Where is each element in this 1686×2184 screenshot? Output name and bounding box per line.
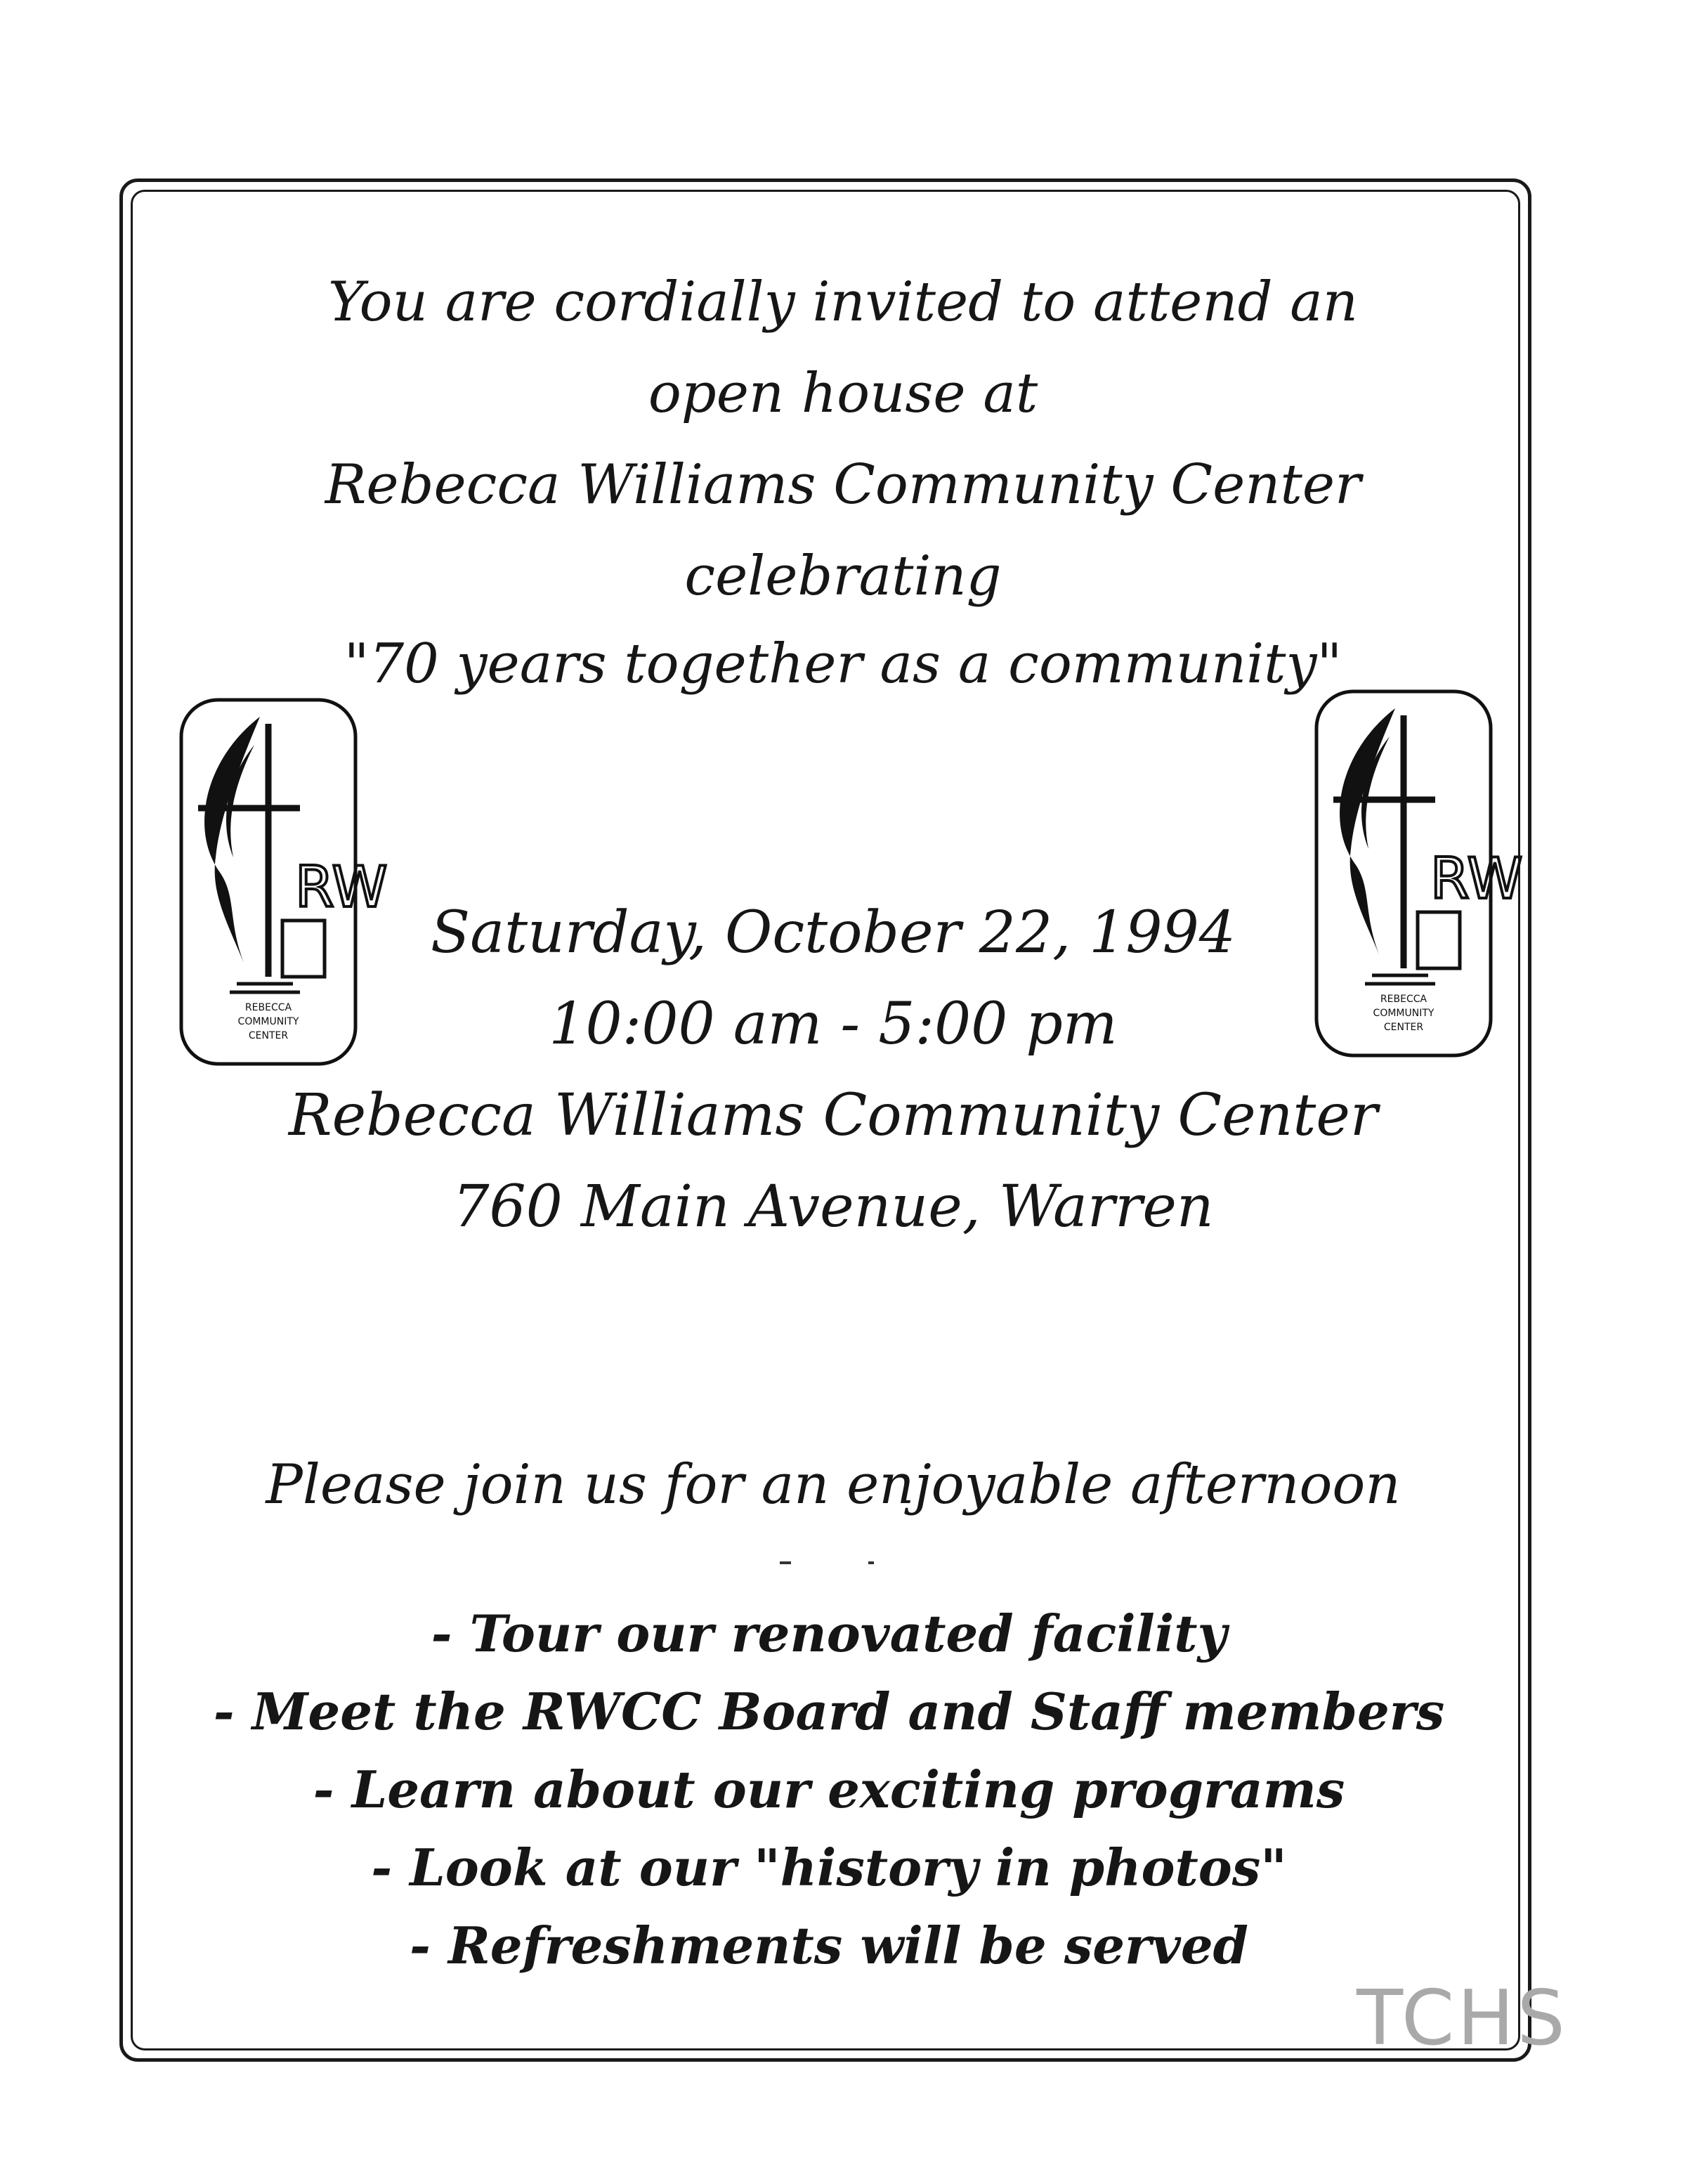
logo-letter-r: RW bbox=[295, 854, 388, 920]
logo-text-3: CENTER bbox=[248, 1030, 289, 1041]
logo-text-1: REBECCA bbox=[244, 1002, 292, 1013]
heading-line-3: Rebecca Williams Community Center bbox=[325, 453, 1361, 516]
join-message: Please join us for an enjoyable afternoon bbox=[266, 1453, 1401, 1516]
activity-item: - Look at our "history in photos" bbox=[371, 1838, 1287, 1897]
event-time: 10:00 am - 5:00 pm bbox=[549, 991, 1118, 1058]
tchs-watermark: TCHS bbox=[1357, 1975, 1568, 2062]
heading-line-1: You are cordially invited to attend an bbox=[327, 271, 1359, 334]
event-venue: Rebecca Williams Community Center bbox=[288, 1082, 1378, 1149]
divider-mark bbox=[868, 1561, 874, 1564]
activity-item: - Refreshments will be served bbox=[410, 1916, 1248, 1975]
heading-line-4: celebrating bbox=[684, 545, 1002, 608]
heading-line-5: "70 years together as a community" bbox=[344, 632, 1342, 696]
activity-item: - Tour our renovated facility bbox=[431, 1604, 1227, 1663]
logo-text-3-right: CENTER bbox=[1383, 1022, 1424, 1033]
heading-line-2: open house at bbox=[648, 362, 1038, 425]
event-date: Saturday, October 22, 1994 bbox=[431, 899, 1236, 966]
activity-item: - Learn about our exciting programs bbox=[313, 1760, 1345, 1819]
logo-text-2: COMMUNITY bbox=[237, 1016, 299, 1027]
logo-letter-r-right: RW bbox=[1430, 846, 1523, 911]
logo-text-2-right: COMMUNITY bbox=[1373, 1008, 1435, 1019]
event-address: 760 Main Avenue, Warren bbox=[452, 1174, 1214, 1240]
logo-text-1-right: REBECCA bbox=[1380, 994, 1427, 1005]
divider-mark bbox=[780, 1561, 791, 1564]
activity-item: - Meet the RWCC Board and Staff members bbox=[213, 1682, 1445, 1741]
